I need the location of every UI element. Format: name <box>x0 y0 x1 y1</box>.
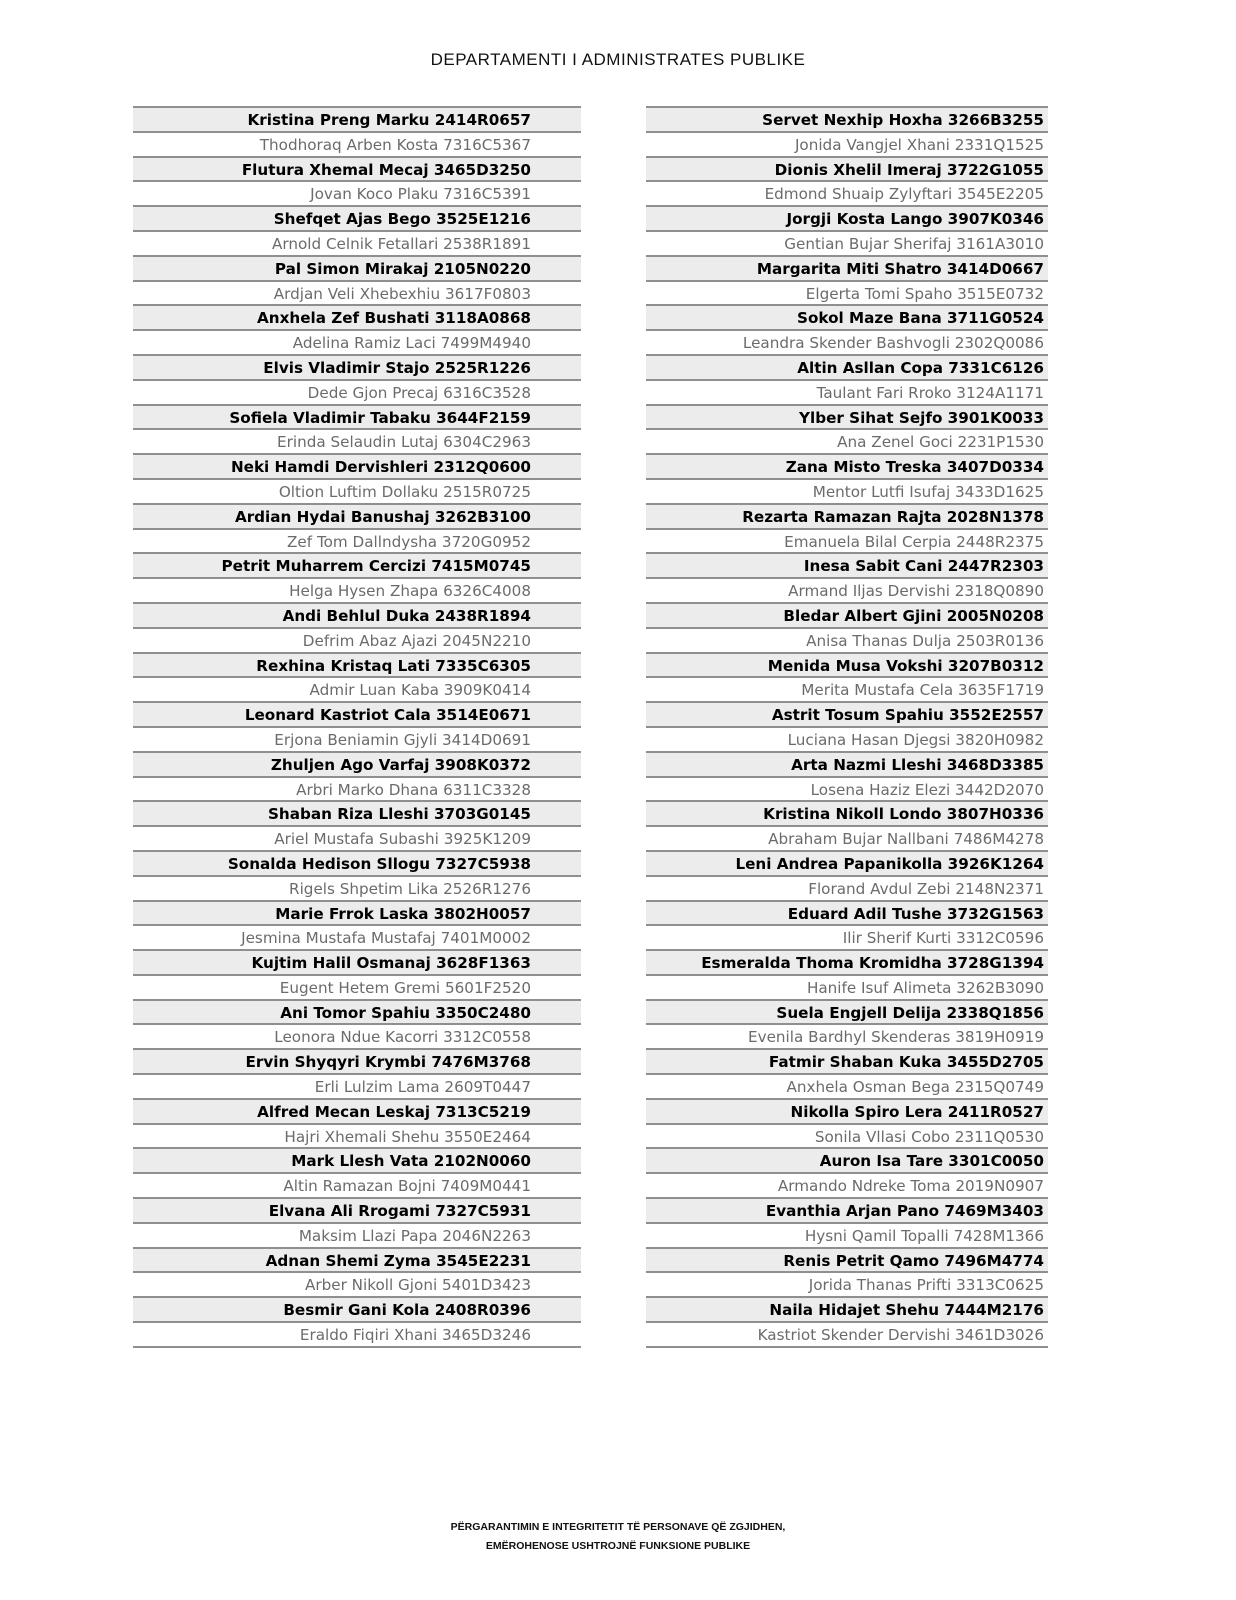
list-item: Ana Zenel Goci 2231P1530 <box>646 430 1048 455</box>
list-item: Eugent Hetem Gremi 5601F2520 <box>133 976 581 1001</box>
footer-line-2: EMËROHENOSE USHTROJNË FUNKSIONE PUBLIKE <box>485 1540 751 1552</box>
list-item: Erjona Beniamin Gjyli 3414D0691 <box>133 728 581 753</box>
list-item: Hajri Xhemali Shehu 3550E2464 <box>133 1125 581 1150</box>
list-item: Ariel Mustafa Subashi 3925K1209 <box>133 827 581 852</box>
list-item: Eraldo Fiqiri Xhani 3465D3246 <box>133 1323 581 1348</box>
list-item: Eduard Adil Tushe 3732G1563 <box>646 902 1048 927</box>
list-item: Zhuljen Ago Varfaj 3908K0372 <box>133 753 581 778</box>
list-item: Thodhoraq Arben Kosta 7316C5367 <box>133 133 581 158</box>
list-item: Rezarta Ramazan Rajta 2028N1378 <box>646 505 1048 530</box>
list-item: Armando Ndreke Toma 2019N0907 <box>646 1174 1048 1199</box>
list-item: Elvana Ali Rrogami 7327C5931 <box>133 1199 581 1224</box>
list-item: Nikolla Spiro Lera 2411R0527 <box>646 1100 1048 1125</box>
list-item: Rigels Shpetim Lika 2526R1276 <box>133 877 581 902</box>
list-item: Kujtim Halil Osmanaj 3628F1363 <box>133 951 581 976</box>
list-item: Anxhela Osman Bega 2315Q0749 <box>646 1075 1048 1100</box>
list-item: Leonora Ndue Kacorri 3312C0558 <box>133 1025 581 1050</box>
list-item: Kristina Preng Marku 2414R0657 <box>133 108 581 133</box>
list-item: Renis Petrit Qamo 7496M4774 <box>646 1249 1048 1274</box>
list-item: Shefqet Ajas Bego 3525E1216 <box>133 207 581 232</box>
list-item: Pal Simon Mirakaj 2105N0220 <box>133 257 581 282</box>
list-item: Hysni Qamil Topalli 7428M1366 <box>646 1224 1048 1249</box>
list-item: Zana Misto Treska 3407D0334 <box>646 455 1048 480</box>
list-item: Arta Nazmi Lleshi 3468D3385 <box>646 753 1048 778</box>
list-item: Neki Hamdi Dervishleri 2312Q0600 <box>133 455 581 480</box>
list-item: Florand Avdul Zebi 2148N2371 <box>646 877 1048 902</box>
list-item: Erinda Selaudin Lutaj 6304C2963 <box>133 430 581 455</box>
list-item: Luciana Hasan Djegsi 3820H0982 <box>646 728 1048 753</box>
list-item: Naila Hidajet Shehu 7444M2176 <box>646 1298 1048 1323</box>
list-item: Anxhela Zef Bushati 3118A0868 <box>133 306 581 331</box>
list-item: Shaban Riza Lleshi 3703G0145 <box>133 802 581 827</box>
list-item: Ani Tomor Spahiu 3350C2480 <box>133 1001 581 1026</box>
list-item: Andi Behlul Duka 2438R1894 <box>133 604 581 629</box>
list-item: Dede Gjon Precaj 6316C3528 <box>133 381 581 406</box>
list-item: Hanife Isuf Alimeta 3262B3090 <box>646 976 1048 1001</box>
list-item: Edmond Shuaip Zylyftari 3545E2205 <box>646 182 1048 207</box>
list-item: Jovan Koco Plaku 7316C5391 <box>133 182 581 207</box>
list-item: Adnan Shemi Zyma 3545E2231 <box>133 1249 581 1274</box>
list-item: Taulant Fari Rroko 3124A1171 <box>646 381 1048 406</box>
list-item: Oltion Luftim Dollaku 2515R0725 <box>133 480 581 505</box>
list-item: Petrit Muharrem Cercizi 7415M0745 <box>133 554 581 579</box>
list-item: Inesa Sabit Cani 2447R2303 <box>646 554 1048 579</box>
list-item: Rexhina Kristaq Lati 7335C6305 <box>133 654 581 679</box>
list-item: Besmir Gani Kola 2408R0396 <box>133 1298 581 1323</box>
list-item: Jorida Thanas Prifti 3313C0625 <box>646 1273 1048 1298</box>
list-item: Gentian Bujar Sherifaj 3161A3010 <box>646 232 1048 257</box>
list-item: Altin Ramazan Bojni 7409M0441 <box>133 1174 581 1199</box>
list-item: Alfred Mecan Leskaj 7313C5219 <box>133 1100 581 1125</box>
page-title: DEPARTAMENTI I ADMINISTRATES PUBLIKE <box>430 50 806 69</box>
list-item: Sofiela Vladimir Tabaku 3644F2159 <box>133 406 581 431</box>
list-item: Abraham Bujar Nallbani 7486M4278 <box>646 827 1048 852</box>
list-item: Merita Mustafa Cela 3635F1719 <box>646 678 1048 703</box>
list-item: Jesmina Mustafa Mustafaj 7401M0002 <box>133 926 581 951</box>
list-item: Fatmir Shaban Kuka 3455D2705 <box>646 1050 1048 1075</box>
list-item: Armand Iljas Dervishi 2318Q0890 <box>646 579 1048 604</box>
list-item: Margarita Miti Shatro 3414D0667 <box>646 257 1048 282</box>
list-item: Losena Haziz Elezi 3442D2070 <box>646 778 1048 803</box>
list-item: Ardjan Veli Xhebexhiu 3617F0803 <box>133 282 581 307</box>
list-item: Mentor Lutfi Isufaj 3433D1625 <box>646 480 1048 505</box>
list-item: Jorgji Kosta Lango 3907K0346 <box>646 207 1048 232</box>
list-item: Ilir Sherif Kurti 3312C0596 <box>646 926 1048 951</box>
list-item: Esmeralda Thoma Kromidha 3728G1394 <box>646 951 1048 976</box>
list-item: Kastriot Skender Dervishi 3461D3026 <box>646 1323 1048 1348</box>
list-item: Evenila Bardhyl Skenderas 3819H0919 <box>646 1025 1048 1050</box>
list-item: Suela Engjell Delija 2338Q1856 <box>646 1001 1048 1026</box>
footer-line-1: PËRGARANTIMIN E INTEGRITETIT TË PERSONAVE QË ZGJIDHEN, <box>450 1521 786 1533</box>
list-item: Bledar Albert Gjini 2005N0208 <box>646 604 1048 629</box>
list-item: Servet Nexhip Hoxha 3266B3255 <box>646 108 1048 133</box>
list-item: Ervin Shyqyri Krymbi 7476M3768 <box>133 1050 581 1075</box>
right-name-list <box>646 106 1048 1348</box>
list-item: Admir Luan Kaba 3909K0414 <box>133 678 581 703</box>
list-item: Elvis Vladimir Stajo 2525R1226 <box>133 356 581 381</box>
list-item: Kristina Nikoll Londo 3807H0336 <box>646 802 1048 827</box>
list-item: Sonila Vllasi Cobo 2311Q0530 <box>646 1125 1048 1150</box>
list-item: Mark Llesh Vata 2102N0060 <box>133 1149 581 1174</box>
list-item: Evanthia Arjan Pano 7469M3403 <box>646 1199 1048 1224</box>
list-item: Sokol Maze Bana 3711G0524 <box>646 306 1048 331</box>
list-item: Leandra Skender Bashvogli 2302Q0086 <box>646 331 1048 356</box>
list-item: Helga Hysen Zhapa 6326C4008 <box>133 579 581 604</box>
list-item: Emanuela Bilal Cerpia 2448R2375 <box>646 530 1048 555</box>
list-item: Flutura Xhemal Mecaj 3465D3250 <box>133 158 581 183</box>
list-item: Astrit Tosum Spahiu 3552E2557 <box>646 703 1048 728</box>
list-item: Adelina Ramiz Laci 7499M4940 <box>133 331 581 356</box>
list-item: Ylber Sihat Sejfo 3901K0033 <box>646 406 1048 431</box>
list-item: Arbri Marko Dhana 6311C3328 <box>133 778 581 803</box>
list-item: Zef Tom Dallndysha 3720G0952 <box>133 530 581 555</box>
list-item: Leni Andrea Papanikolla 3926K1264 <box>646 852 1048 877</box>
list-item: Arber Nikoll Gjoni 5401D3423 <box>133 1273 581 1298</box>
list-item: Altin Asllan Copa 7331C6126 <box>646 356 1048 381</box>
list-item: Menida Musa Vokshi 3207B0312 <box>646 654 1048 679</box>
list-item: Dionis Xhelil Imeraj 3722G1055 <box>646 158 1048 183</box>
list-item: Sonalda Hedison Sllogu 7327C5938 <box>133 852 581 877</box>
list-item: Auron Isa Tare 3301C0050 <box>646 1149 1048 1174</box>
list-item: Ardian Hydai Banushaj 3262B3100 <box>133 505 581 530</box>
list-item: Arnold Celnik Fetallari 2538R1891 <box>133 232 581 257</box>
list-item: Jonida Vangjel Xhani 2331Q1525 <box>646 133 1048 158</box>
left-name-list <box>133 106 581 1348</box>
list-item: Elgerta Tomi Spaho 3515E0732 <box>646 282 1048 307</box>
list-item: Leonard Kastriot Cala 3514E0671 <box>133 703 581 728</box>
list-item: Maksim Llazi Papa 2046N2263 <box>133 1224 581 1249</box>
list-item: Erli Lulzim Lama 2609T0447 <box>133 1075 581 1100</box>
list-item: Defrim Abaz Ajazi 2045N2210 <box>133 629 581 654</box>
list-item: Marie Frrok Laska 3802H0057 <box>133 902 581 927</box>
list-item: Anisa Thanas Dulja 2503R0136 <box>646 629 1048 654</box>
footer <box>0 1518 1236 1556</box>
